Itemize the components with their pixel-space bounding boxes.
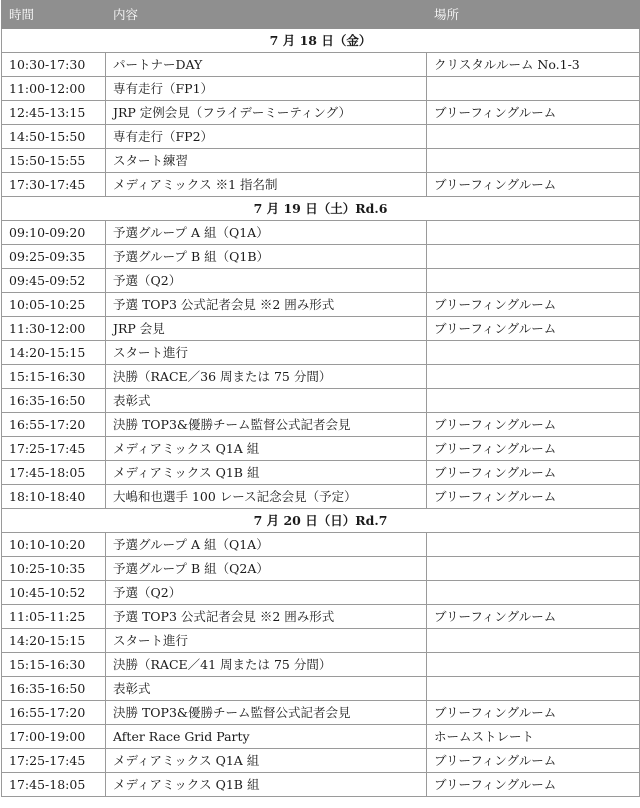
place-cell	[427, 125, 640, 149]
place-cell: ブリーフィングルーム	[427, 413, 640, 437]
content-cell: 表彰式	[106, 677, 427, 701]
time-cell: 15:15-16:30	[2, 365, 106, 389]
time-cell: 16:55-17:20	[2, 413, 106, 437]
place-cell	[427, 245, 640, 269]
content-cell: 決勝（RACE／36 周または 75 分間）	[106, 365, 427, 389]
time-cell: 15:50-15:55	[2, 149, 106, 173]
place-cell: ホームストレート	[427, 725, 640, 749]
table-row	[2, 413, 640, 437]
day-header-row	[2, 197, 640, 221]
place-cell	[427, 365, 640, 389]
content-cell: After Race Grid Party	[106, 725, 427, 749]
table-row	[2, 293, 640, 317]
time-cell: 11:05-11:25	[2, 605, 106, 629]
table-row	[2, 269, 640, 293]
day-header-row	[2, 509, 640, 533]
table-row	[2, 581, 640, 605]
place-cell: ブリーフィングルーム	[427, 749, 640, 773]
table-row	[2, 749, 640, 773]
time-cell: 16:55-17:20	[2, 701, 106, 725]
time-cell: 17:45-18:05	[2, 773, 106, 797]
content-cell: 決勝（RACE／41 周または 75 分間）	[106, 653, 427, 677]
table-row	[2, 53, 640, 77]
table-row	[2, 245, 640, 269]
place-cell: ブリーフィングルーム	[427, 605, 640, 629]
place-cell	[427, 557, 640, 581]
time-cell: 10:10-10:20	[2, 533, 106, 557]
place-cell	[427, 341, 640, 365]
content-cell: メディアミックス ※1 指名制	[106, 173, 427, 197]
place-cell	[427, 677, 640, 701]
header-row	[2, 1, 640, 29]
content-cell: メディアミックス Q1A 組	[106, 437, 427, 461]
content-cell: 予選グループ A 組（Q1A）	[106, 533, 427, 557]
time-cell: 09:10-09:20	[2, 221, 106, 245]
table-row	[2, 461, 640, 485]
day-label: 7 月 18 日（金）	[2, 29, 640, 53]
day-label: 7 月 20 日（日）Rd.7	[2, 509, 640, 533]
place-cell: ブリーフィングルーム	[427, 773, 640, 797]
time-cell: 11:00-12:00	[2, 77, 106, 101]
content-cell: 専有走行（FP1）	[106, 77, 427, 101]
content-cell: 予選グループ B 組（Q1B）	[106, 245, 427, 269]
schedule-table	[1, 0, 640, 797]
table-row	[2, 221, 640, 245]
content-cell: JRP 会見	[106, 317, 427, 341]
content-cell: 予選（Q2）	[106, 581, 427, 605]
content-cell: 予選グループ A 組（Q1A）	[106, 221, 427, 245]
place-cell: ブリーフィングルーム	[427, 437, 640, 461]
place-cell: ブリーフィングルーム	[427, 293, 640, 317]
table-row	[2, 125, 640, 149]
content-cell: パートナーDAY	[106, 53, 427, 77]
table-row	[2, 557, 640, 581]
content-cell: 予選 TOP3 公式記者会見 ※2 囲み形式	[106, 293, 427, 317]
place-cell	[427, 269, 640, 293]
table-row	[2, 701, 640, 725]
content-cell: メディアミックス Q1B 組	[106, 461, 427, 485]
table-row	[2, 629, 640, 653]
place-cell: ブリーフィングルーム	[427, 485, 640, 509]
time-cell: 15:15-16:30	[2, 653, 106, 677]
content-cell: 予選 TOP3 公式記者会見 ※2 囲み形式	[106, 605, 427, 629]
content-cell: 決勝 TOP3&優勝チーム監督公式記者会見	[106, 413, 427, 437]
content-cell: 決勝 TOP3&優勝チーム監督公式記者会見	[106, 701, 427, 725]
header-place: 場所	[427, 1, 640, 29]
content-cell: 予選（Q2）	[106, 269, 427, 293]
table-row	[2, 677, 640, 701]
table-row	[2, 605, 640, 629]
place-cell	[427, 533, 640, 557]
time-cell: 17:25-17:45	[2, 437, 106, 461]
table-row	[2, 653, 640, 677]
table-row	[2, 365, 640, 389]
time-cell: 17:25-17:45	[2, 749, 106, 773]
content-cell: スタート進行	[106, 341, 427, 365]
place-cell	[427, 581, 640, 605]
table-row	[2, 485, 640, 509]
content-cell: スタート練習	[106, 149, 427, 173]
time-cell: 16:35-16:50	[2, 389, 106, 413]
time-cell: 10:30-17:30	[2, 53, 106, 77]
content-cell: 大嶋和也選手 100 レース記念会見（予定）	[106, 485, 427, 509]
time-cell: 09:25-09:35	[2, 245, 106, 269]
content-cell: 表彰式	[106, 389, 427, 413]
header-time: 時間	[2, 1, 106, 29]
place-cell	[427, 389, 640, 413]
time-cell: 09:45-09:52	[2, 269, 106, 293]
table-row	[2, 341, 640, 365]
time-cell: 11:30-12:00	[2, 317, 106, 341]
time-cell: 14:20-15:15	[2, 341, 106, 365]
place-cell	[427, 221, 640, 245]
content-cell: 専有走行（FP2）	[106, 125, 427, 149]
place-cell: ブリーフィングルーム	[427, 101, 640, 125]
table-row	[2, 389, 640, 413]
time-cell: 18:10-18:40	[2, 485, 106, 509]
table-row	[2, 149, 640, 173]
header-content: 内容	[106, 1, 427, 29]
time-cell: 16:35-16:50	[2, 677, 106, 701]
time-cell: 14:20-15:15	[2, 629, 106, 653]
time-cell: 14:50-15:50	[2, 125, 106, 149]
table-row	[2, 101, 640, 125]
day-label: 7 月 19 日（土）Rd.6	[2, 197, 640, 221]
time-cell: 10:05-10:25	[2, 293, 106, 317]
place-cell	[427, 629, 640, 653]
place-cell: ブリーフィングルーム	[427, 461, 640, 485]
time-cell: 10:45-10:52	[2, 581, 106, 605]
content-cell: メディアミックス Q1A 組	[106, 749, 427, 773]
place-cell: ブリーフィングルーム	[427, 317, 640, 341]
time-cell: 10:25-10:35	[2, 557, 106, 581]
place-cell: ブリーフィングルーム	[427, 701, 640, 725]
time-cell: 17:30-17:45	[2, 173, 106, 197]
content-cell: 予選グループ B 組（Q2A）	[106, 557, 427, 581]
table-row	[2, 317, 640, 341]
place-cell	[427, 149, 640, 173]
time-cell: 17:00-19:00	[2, 725, 106, 749]
place-cell	[427, 77, 640, 101]
table-row	[2, 77, 640, 101]
table-row	[2, 725, 640, 749]
time-cell: 12:45-13:15	[2, 101, 106, 125]
time-cell: 17:45-18:05	[2, 461, 106, 485]
table-row	[2, 437, 640, 461]
schedule-body	[2, 29, 640, 797]
content-cell: メディアミックス Q1B 組	[106, 773, 427, 797]
day-header-row	[2, 29, 640, 53]
content-cell: スタート進行	[106, 629, 427, 653]
place-cell: クリスタルルーム No.1-3	[427, 53, 640, 77]
table-row	[2, 173, 640, 197]
place-cell	[427, 653, 640, 677]
table-row	[2, 533, 640, 557]
table-row	[2, 773, 640, 797]
place-cell: ブリーフィングルーム	[427, 173, 640, 197]
content-cell: JRP 定例会見（フライデーミーティング）	[106, 101, 427, 125]
